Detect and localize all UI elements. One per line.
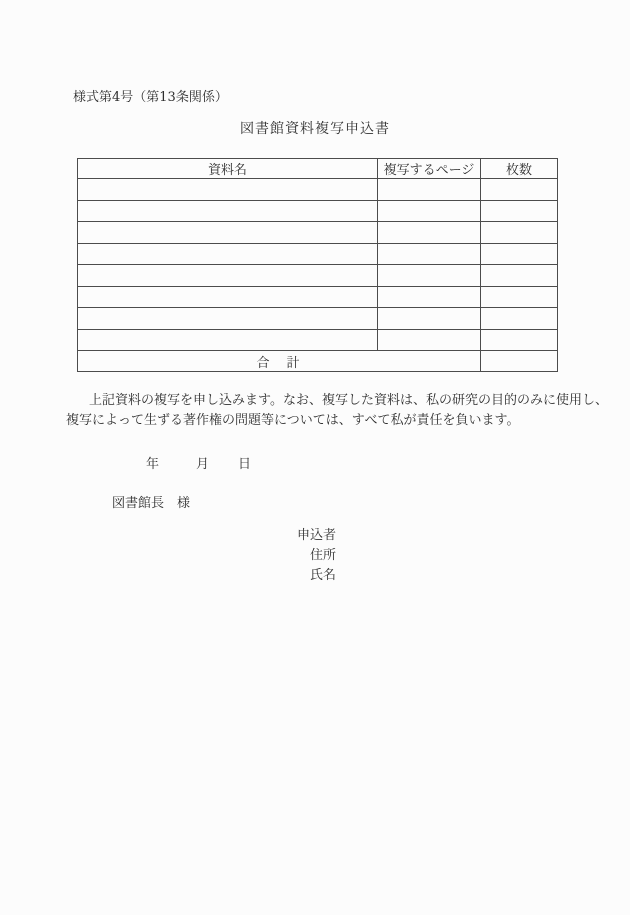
month-label: 月: [196, 457, 210, 472]
pages-to-copy-cell: [378, 222, 481, 244]
sheet-count-cell: [481, 329, 558, 351]
material-name-cell: [78, 265, 378, 287]
day-label: 日: [238, 457, 252, 472]
pages-to-copy-cell: [378, 265, 481, 287]
sheet-count-cell: [481, 179, 558, 201]
applicant-label: 申込者: [297, 528, 337, 543]
pages-to-copy-cell: [378, 200, 481, 222]
pages-to-copy-cell: [378, 243, 481, 265]
addressee-library-director: 図書館長 様: [112, 496, 191, 511]
column-header-sheet-count: 枚数: [481, 159, 558, 179]
declaration-line-1: 上記資料の複写を申し込みます。なお、複写した資料は、私の研究の目的のみに使用し、: [89, 393, 608, 408]
material-name-cell: [78, 329, 378, 351]
material-name-cell: [78, 222, 378, 244]
table-row: [78, 222, 558, 244]
total-label-cell: 合 計: [78, 351, 481, 372]
year-label: 年: [146, 457, 160, 472]
column-header-material-name: 資料名: [78, 159, 378, 179]
table-row: [78, 200, 558, 222]
page-title: 図書館資料複写申込書: [240, 121, 390, 137]
date-line: [146, 453, 251, 472]
table-header-row: [78, 159, 558, 179]
copy-request-table: [77, 158, 558, 372]
sheet-count-cell: [481, 286, 558, 308]
total-value-cell: [481, 351, 558, 372]
material-name-cell: [78, 243, 378, 265]
sheet-count-cell: [481, 222, 558, 244]
material-name-cell: [78, 179, 378, 201]
table-row: [78, 308, 558, 330]
sheet-count-cell: [481, 200, 558, 222]
sheet-count-cell: [481, 265, 558, 287]
declaration-paragraph: [66, 391, 608, 431]
declaration-line-2: 複写によって生ずる著作権の問題等については、すべて私が責任を負います。: [66, 413, 520, 428]
table-row: [78, 286, 558, 308]
pages-to-copy-cell: [378, 308, 481, 330]
material-name-cell: [78, 286, 378, 308]
pages-to-copy-cell: [378, 286, 481, 308]
sheet-count-cell: [481, 243, 558, 265]
material-name-cell: [78, 308, 378, 330]
column-header-pages-to-copy: 複写するページ: [378, 159, 481, 179]
applicant-address-label: 住所: [310, 548, 337, 563]
pages-to-copy-cell: [378, 179, 481, 201]
table-total-row: [78, 351, 558, 372]
table-row: [78, 179, 558, 201]
sheet-count-cell: [481, 308, 558, 330]
applicant-block: [297, 526, 336, 586]
applicant-name-label: 氏名: [310, 568, 337, 583]
table-row: [78, 329, 558, 351]
table-row: [78, 243, 558, 265]
table-row: [78, 265, 558, 287]
material-name-cell: [78, 200, 378, 222]
form-number: 様式第4号（第13条関係）: [73, 90, 228, 105]
pages-to-copy-cell: [378, 329, 481, 351]
